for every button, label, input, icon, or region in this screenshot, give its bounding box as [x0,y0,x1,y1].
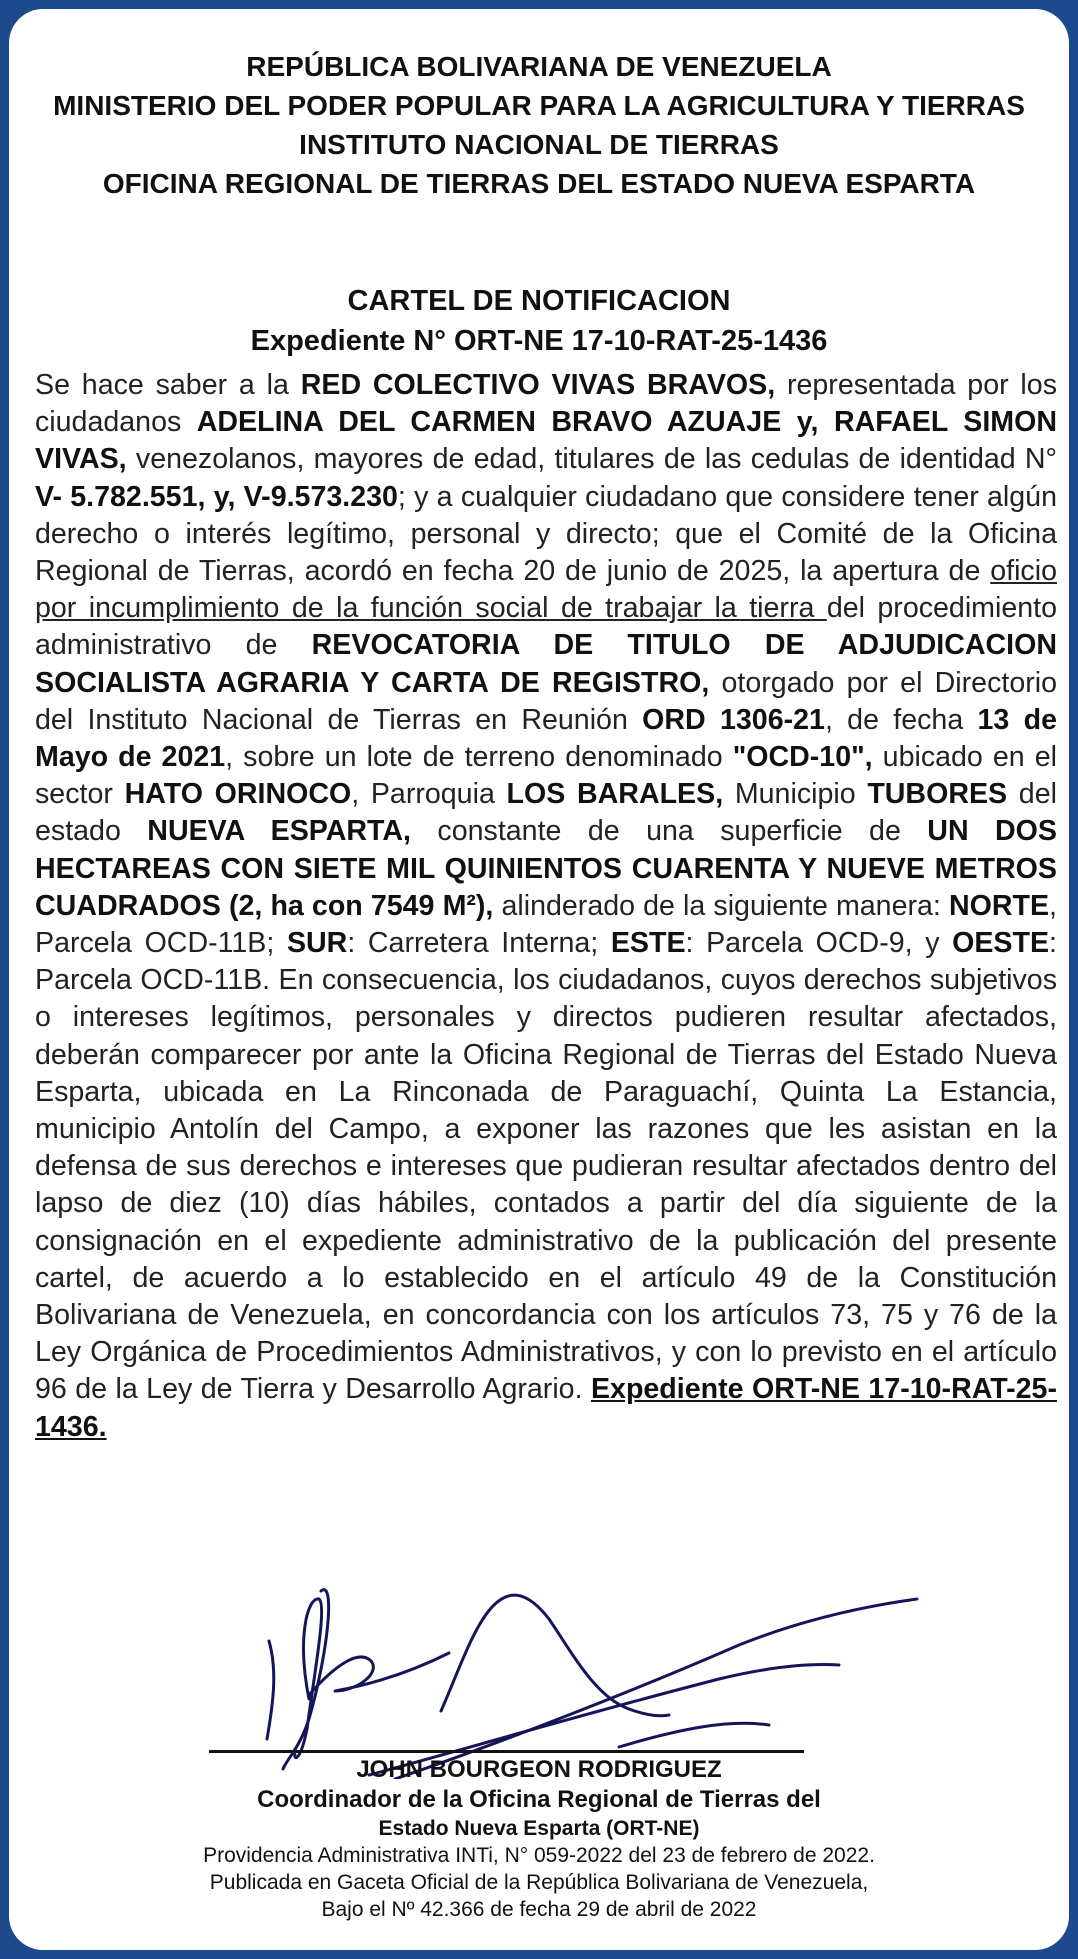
body-underlined-reason: oficio por incumplimiento de la función social de trabajar la tierra [35,555,1057,625]
header-line-ministry: MINISTERIO DEL PODER POPULAR PARA LA AGRICULTURA Y TIERRAS [53,90,1025,121]
body-bold-citizens: ADELINA DEL CARMEN BRAVO AZUAJE y, RAFAEL SIMON VIVAS, [35,406,1058,476]
body-bold-meeting: ORD 1306-21 [642,703,825,736]
body-text-span: venezolanos, mayores de edad, titulares de las cedulas de identidad N° [126,443,1057,476]
header-line-republic: REPÚBLICA BOLIVARIANA DE VENEZUELA [246,51,832,82]
body-text-span: , sobre un lote de terreno denominado [225,741,733,774]
body-text-span: alinderado de la siguiente manera: [493,889,949,922]
body-text-span: : Carretera Interna; [347,927,611,960]
body-bold-south: SUR [286,927,348,960]
body-text-span: Municipio [723,778,868,811]
body-bold-underlined-expediente: Expediente ORT-NE 17-10-RAT-25-1436. [35,1373,1057,1443]
document-header [9,47,1069,203]
notice-body [35,367,1057,1446]
notice-title-block [9,281,1069,361]
body-bold-municipality: TUBORES [867,778,1008,811]
body-text-span: , Parcela OCD-11B; [35,889,1057,960]
body-bold-state: NUEVA ESPARTA, [147,815,411,848]
body-bold-area: UN DOS HECTAREAS CON SIETE MIL QUINIENTOS CUARENTA Y NUEVE METROS CUADRADOS (2, ha con 7549 M²), [35,815,1057,922]
body-bold-id-numbers: V- 5.782.551, y, V-9.573.230 [35,480,398,513]
body-text-span: constante de una superficie de [410,815,928,848]
body-text-span: del procedimiento administrativo de [35,592,1057,662]
body-bold-east: ESTE [610,927,686,960]
body-text-span: , de fecha [824,703,978,736]
body-bold-north: NORTE [948,889,1050,922]
notice-title: CARTEL DE NOTIFICACION [347,285,731,317]
notice-card [9,9,1069,1950]
body-bold-west: OESTE [952,927,1050,960]
body-bold-date: 13 de Mayo de 2021 [35,703,1058,774]
body-text-span: : Parcela OCD-9, y [685,927,953,960]
body-bold-lot: "OCD-10", [732,741,873,774]
body-text-span: del estado [35,778,1057,848]
body-text-span: , Parroquia [351,778,507,811]
body-bold-sector: HATO ORINOCO [124,778,352,811]
signer-name: JOHN BOURGEON RODRIGUEZ [356,1756,722,1783]
body-bold-procedure: REVOCATORIA DE TITULO DE ADJUDICACION SOCIALISTA AGRARIA Y CARTA DE REGISTRO, [35,629,1057,699]
signature-line [209,1750,804,1753]
header-line-institute: INSTITUTO NACIONAL DE TIERRAS [299,129,779,160]
body-text-span: ; y a cualquier ciudadano que considere tener algún derecho o interés legítimo, personal y directo; que el Comité de la Oficina Regional de Tierras, acordó en fecha 20 de junio de 2025, la apertura de [35,480,1057,588]
signer-role-line1: Coordinador de la Oficina Regional de Tierras del [257,1786,821,1813]
body-text-span: : Parcela OCD-11B. En consecuencia, los ciudadanos, cuyos derechos subjetivos o intereses legítimos, personales y directos pudieren resultar afectados, deberán comparecer por ante la Oficina Regional de Tierras del Estado Nueva Esparta, ubicada en La Rinconada de Paraguachí, Quinta La Estancia, municipio Antolín del Campo, a exponer las razones que les asistan en la defensa de sus derechos e intereses que pudieran resultar afectados dentro del lapso de diez (10) días hábiles, contados a partir del día siguiente de la consignación en el expediente administrativo de la publicación del presente cartel, de acuerdo a lo establecido en el artículo 49 de la Constitución Bolivariana de Venezuela, en concordancia con los artículos 73, 75 y 76 de la Ley Orgánica de Procedimientos Administrativos, y con lo previsto en el artículo 96 de la Ley de Tierra y Desarrollo Agrario. [35,927,1057,1406]
signer-reference-line2: Publicada en Gaceta Oficial de la República Bolivariana de Venezuela, [209,1871,869,1894]
signer-reference-line1: Providencia Administrativa INTi, N° 059-2022 del 23 de febrero de 2022. [203,1844,875,1867]
notice-expediente: Expediente N° ORT-NE 17-10-RAT-25-1436 [250,325,828,357]
body-bold-collective: RED COLECTIVO VIVAS BRAVOS, [300,369,776,401]
body-text-span: Se hace saber a la [35,369,301,401]
body-text-span: ubicado en el sector [35,741,1057,811]
signer-reference-line3: Bajo el Nº 42.366 de fecha 29 de abril de 2022 [321,1898,757,1921]
body-bold-parish: LOS BARALES, [506,778,724,811]
handwritten-signature [159,1579,939,1779]
body-text-span: otorgado por el Directorio del Instituto Nacional de Tierras en Reunión [35,666,1058,736]
signer-block [9,1755,1069,1923]
signer-role-line2: Estado Nueva Esparta (ORT-NE) [378,1817,700,1840]
body-text-span: representada por los ciudadanos [35,369,1057,439]
header-line-office: OFICINA REGIONAL DE TIERRAS DEL ESTADO NUEVA ESPARTA [102,168,976,199]
